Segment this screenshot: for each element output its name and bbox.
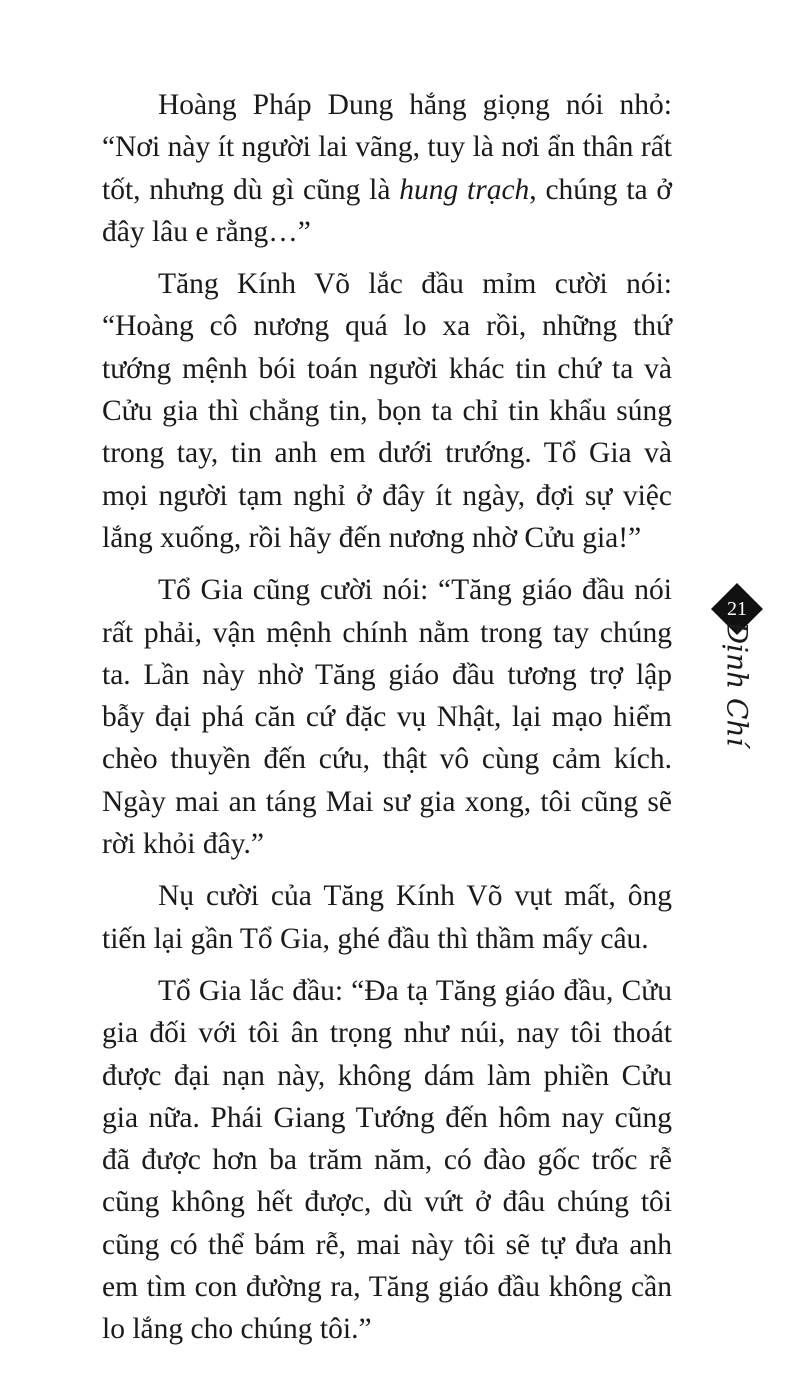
paragraph: Nụ cười của Tăng Kính Võ vụt mất, ông tiến lại gần Tổ Gia, ghé đầu thì thầm mấy câu. (102, 880, 672, 955)
paragraph-text: Hoàng Pháp Dung hắng giọng nói nhỏ: “Nơi này ít người lai vãng, tuy là nơi ẩn thân rất tốt, nhưng dù gì cũng là (102, 89, 672, 206)
emphasis-text: hung trạch (399, 173, 530, 206)
page-number: 21 (727, 598, 747, 620)
paragraph (102, 84, 672, 253)
paragraph: Tổ Gia cũng cười nói: “Tăng giáo đầu nói rất phải, vận mệnh chính nằm trong tay chúng ta. Lần này nhờ Tăng giáo đầu tương trợ lập bẫy đại phá căn cứ đặc vụ Nhật, lại mạo hiểm chèo thuyền đến cứu, thật vô cùng cảm kích. Ngày mai an táng Mai sư gia xong, tôi cũng sẽ rời khỏi đây.” (102, 574, 672, 861)
paragraph: Tăng Kính Võ lắc đầu mỉm cười nói: “Hoàng cô nương quá lo xa rồi, những thứ tướng mệnh bói toán người khác tin chứ ta và Cửu gia thì chẳng tin, bọn ta chỉ tin khẩu súng trong tay, tin anh em dưới trướng. Tổ Gia và mọi người tạm nghỉ ở đây ít ngày, đợi sự việc lắng xuống, rồi hãy đến nương nhờ Cửu gia!” (102, 268, 672, 554)
running-title: Định Chí (720, 621, 754, 747)
paragraph: Tổ Gia lắc đầu: “Đa tạ Tăng giáo đầu, Cửu gia đối với tôi ân trọng như núi, nay tôi thoát được đại nạn này, không dám làm phiền Cửu gia nữa. Phái Giang Tướng đến hôm nay cũng đã được hơn ba trăm năm, có đào gốc trốc rễ cũng không hết được, dù vứt ở đâu chúng tôi cũng có thể bám rễ, mai này tôi sẽ tự đưa anh em tìm con đường ra, Tăng giáo đầu không cần lo lắng cho chúng tôi.” (102, 974, 672, 1346)
paragraph-text: , chúng ta ở đây lâu e rằng…” (102, 173, 672, 248)
book-page-body (102, 84, 672, 1361)
